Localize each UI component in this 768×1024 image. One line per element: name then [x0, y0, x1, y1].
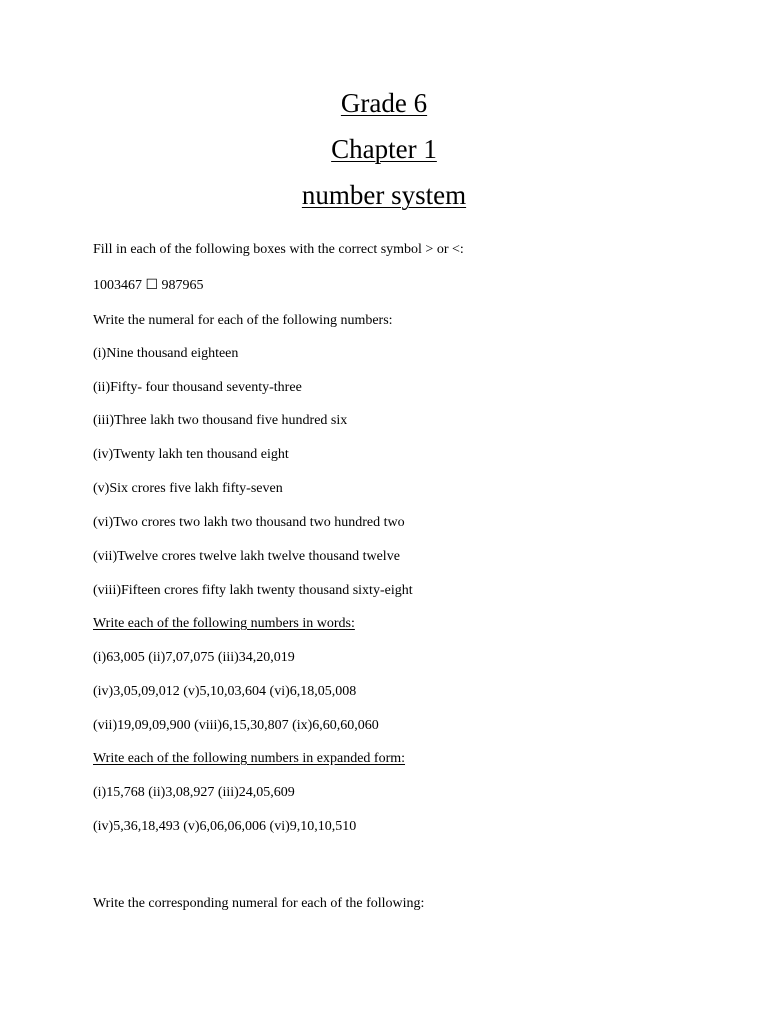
expanded-instruction: Write each of the following numbers in expanded form: — [93, 751, 406, 766]
numeral-item-3: (iii)Three lakh two thousand five hundred six — [93, 413, 348, 428]
numeral-item-7: (vii)Twelve crores twelve lakh twelve thousand twelve — [93, 549, 400, 564]
numeral-item-1: (i)Nine thousand eighteen — [93, 346, 239, 361]
expanded-row-1: (i)15,768 (ii)3,08,927 (iii)24,05,609 — [93, 785, 295, 800]
chapter-heading: Chapter 1 — [331, 134, 437, 164]
words-instruction: Write each of the following numbers in words: — [93, 616, 355, 631]
numeral-item-4: (iv)Twenty lakh ten thousand eight — [93, 447, 289, 462]
numeral-item-6: (vi)Two crores two lakh two thousand two hundred two — [93, 515, 405, 530]
topic-heading: number system — [301, 180, 467, 210]
corresponding-instruction: Write the corresponding numeral for each of the following: — [93, 896, 425, 911]
grade-heading: Grade 6 — [340, 88, 428, 118]
numeral-item-2: (ii)Fifty- four thousand seventy-three — [93, 380, 302, 395]
numeral-item-8: (viii)Fifteen crores fifty lakh twenty thousand sixty-eight — [93, 583, 413, 598]
numeral-instruction: Write the numeral for each of the following numbers: — [93, 313, 393, 328]
expanded-row-2: (iv)5,36,18,493 (v)6,06,06,006 (vi)9,10,10,510 — [93, 819, 357, 834]
numeral-item-5: (v)Six crores five lakh fifty-seven — [93, 481, 283, 496]
words-row-2: (iv)3,05,09,012 (v)5,10,03,604 (vi)6,18,05,008 — [93, 684, 357, 699]
words-row-1: (i)63,005 (ii)7,07,075 (iii)34,20,019 — [93, 650, 295, 665]
words-row-3: (vii)19,09,09,900 (viii)6,15,30,807 (ix)6,60,60,060 — [93, 718, 379, 733]
compare-instruction: Fill in each of the following boxes with the correct symbol > or <: — [93, 242, 464, 257]
compare-question: 1003467 ☐ 987965 — [93, 278, 204, 293]
